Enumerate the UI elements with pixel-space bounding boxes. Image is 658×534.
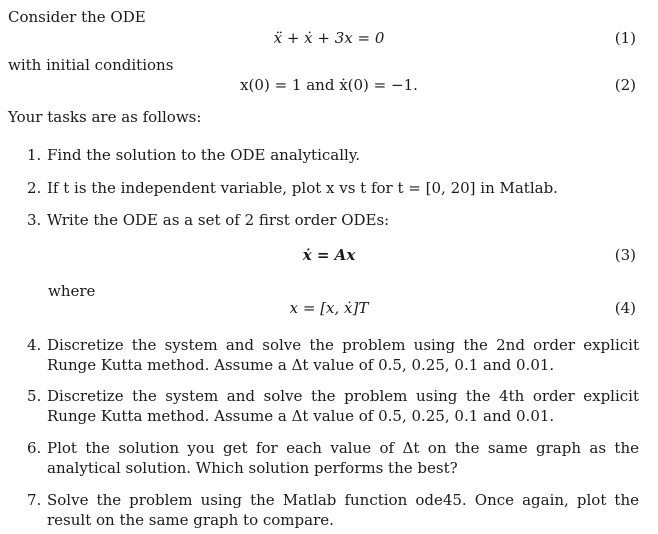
equation-1 [0, 29, 658, 47]
task-number: 3. [27, 211, 42, 229]
task-item-6 [27, 438, 639, 478]
equation-2 [0, 76, 658, 94]
task-text: Plot the solution you get for each value of Δt on the same graph as the analytical solution. Which solution performs the best? [47, 439, 639, 477]
task-text: If t is the independent variable, plot x vs t for t = [0, 20] in Matlab. [47, 179, 558, 197]
equation-3-number: (3) [614, 246, 636, 264]
intro-paragraph-1: Consider the ODE [8, 8, 146, 26]
task-number: 2. [27, 179, 42, 197]
task-number: 5. [27, 387, 42, 405]
equation-3 [0, 246, 658, 264]
task-number: 4. [27, 336, 42, 354]
where-label: where [48, 282, 96, 300]
intro-paragraph-3: Your tasks are as follows: [8, 108, 202, 126]
task-text: Discretize the system and solve the problem using the 2nd order explicit Runge Kutta method. Assume a Δt value of 0.5, 0.25, 0.1 and 0.01. [47, 336, 639, 374]
equation-3-text: ẋ = Ax [302, 246, 356, 264]
task-item-7 [27, 490, 639, 530]
equation-4 [0, 299, 658, 317]
task-item-5 [27, 386, 639, 426]
equation-4-number: (4) [614, 299, 636, 317]
task-number: 1. [27, 146, 42, 164]
equation-2-text: x(0) = 1 and ẋ(0) = −1. [240, 76, 418, 94]
task-text: Solve the problem using the Matlab function ode45. Once again, plot the result on the same graph to compare. [47, 491, 639, 529]
equation-4-text: x = [x, ẋ]T [289, 299, 369, 317]
intro-paragraph-2: with initial conditions [8, 56, 174, 74]
equation-2-number: (2) [614, 76, 636, 94]
task-number: 6. [27, 439, 42, 457]
task-text: Write the ODE as a set of 2 first order ODEs: [47, 211, 390, 229]
equation-1-number: (1) [614, 29, 636, 47]
equation-1-text: ẍ + ẋ + 3x = 0 [273, 29, 385, 47]
task-item-4 [27, 335, 639, 375]
task-text: Discretize the system and solve the problem using the 4th order explicit Runge Kutta method. Assume a Δt value of 0.5, 0.25, 0.1 and 0.01. [47, 387, 639, 425]
task-number: 7. [27, 491, 42, 509]
task-text: Find the solution to the ODE analytically. [47, 146, 361, 164]
